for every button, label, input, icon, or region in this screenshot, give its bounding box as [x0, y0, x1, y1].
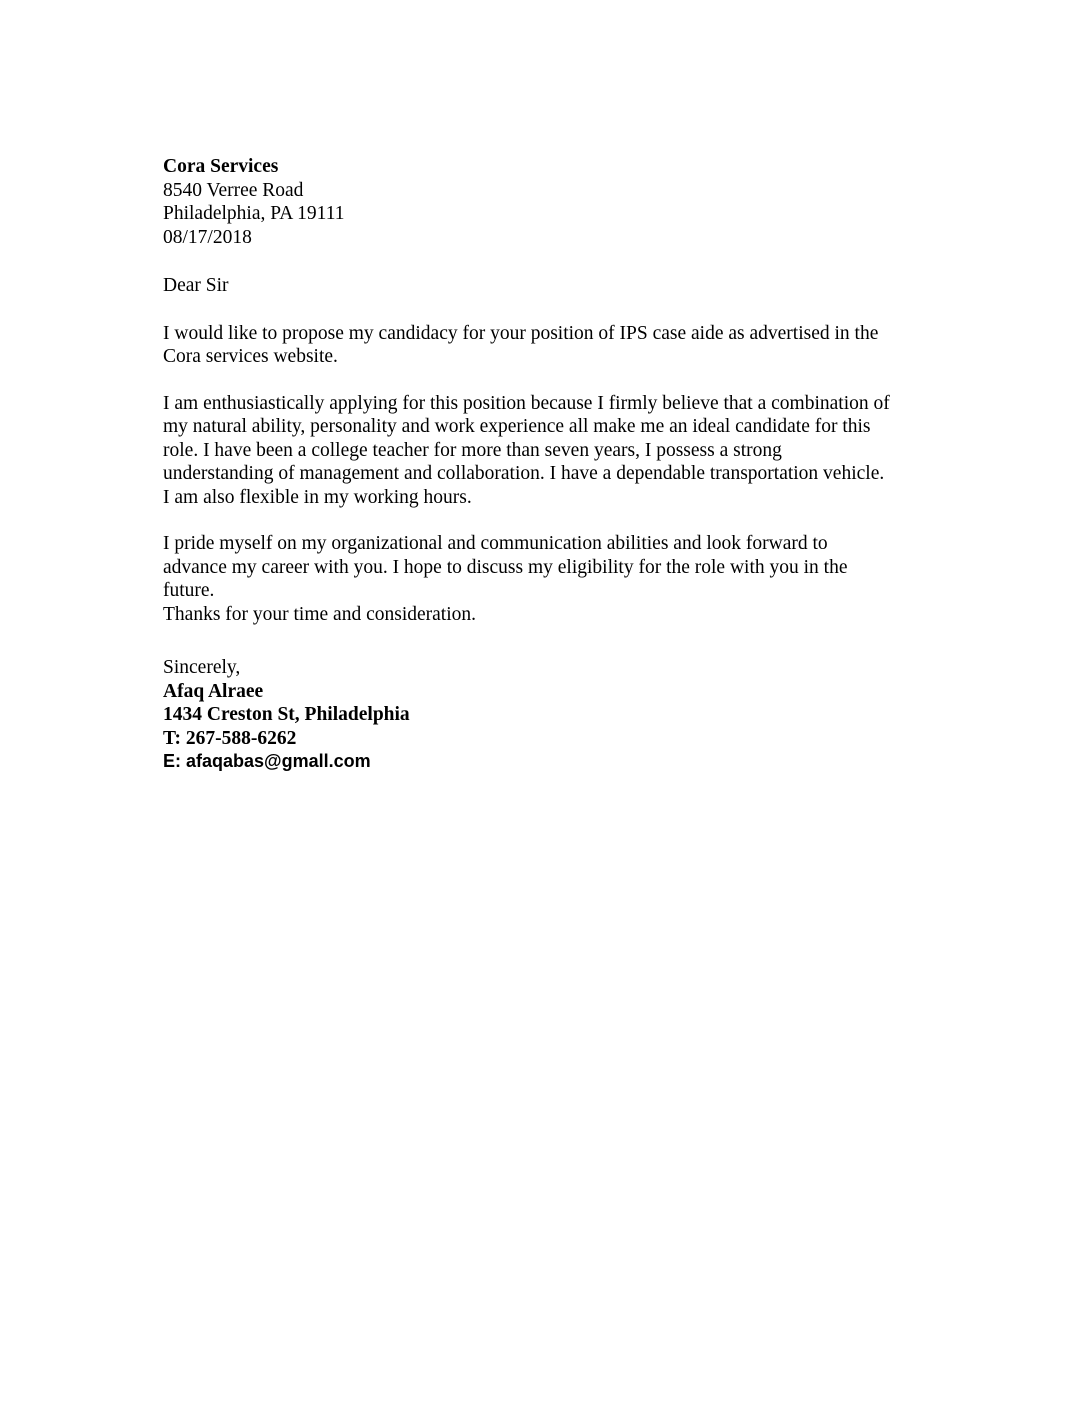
letter-date: 08/17/2018: [163, 226, 252, 248]
paragraph-line: I pride myself on my organizational and communication abilities and look forward to: [163, 533, 828, 554]
paragraph-line: advance my career with you. I hope to discuss my eligibility for the role with you in the: [163, 556, 848, 578]
signer-phone: T: 267-588-6262: [163, 727, 297, 749]
company-name: Cora Services: [163, 156, 279, 177]
signer-address: 1434 Creston St, Philadelphia: [163, 704, 410, 725]
signer-name: Afaq Alraee: [163, 680, 264, 702]
paragraph-line: Thanks for your time and consideration.: [163, 603, 476, 625]
paragraph-line: Cora services website.: [163, 346, 338, 367]
paragraph-line: future.: [163, 580, 215, 601]
paragraph-line: my natural ability, personality and work experience all make me an ideal candidate for this: [163, 416, 871, 437]
paragraph-line: understanding of management and collaboration. I have a dependable transportation vehicle.: [163, 463, 885, 484]
valediction: Sincerely,: [163, 657, 241, 678]
paragraph-closing: [163, 532, 948, 626]
company-address-line1: 8540 Verree Road: [163, 179, 304, 201]
company-address-line2: Philadelphia, PA 19111: [163, 203, 345, 224]
salutation-text: Dear Sir: [163, 275, 229, 296]
signature-block: [163, 656, 948, 774]
paragraph-line: role. I have been a college teacher for more than seven years, I possess a strong: [163, 439, 782, 461]
paragraph-intro: [163, 322, 948, 369]
sender-header: [163, 155, 948, 249]
paragraph-line: I am also flexible in my working hours.: [163, 486, 472, 508]
paragraph-line: I would like to propose my candidacy for your position of IPS case aide as advertised in the: [163, 322, 879, 344]
paragraph-qualifications: [163, 392, 948, 510]
paragraph-line: I am enthusiastically applying for this position because I firmly believe that a combination of: [163, 392, 890, 414]
salutation: [163, 274, 948, 298]
signer-email: E: afaqabas@gmall.com: [163, 751, 371, 771]
